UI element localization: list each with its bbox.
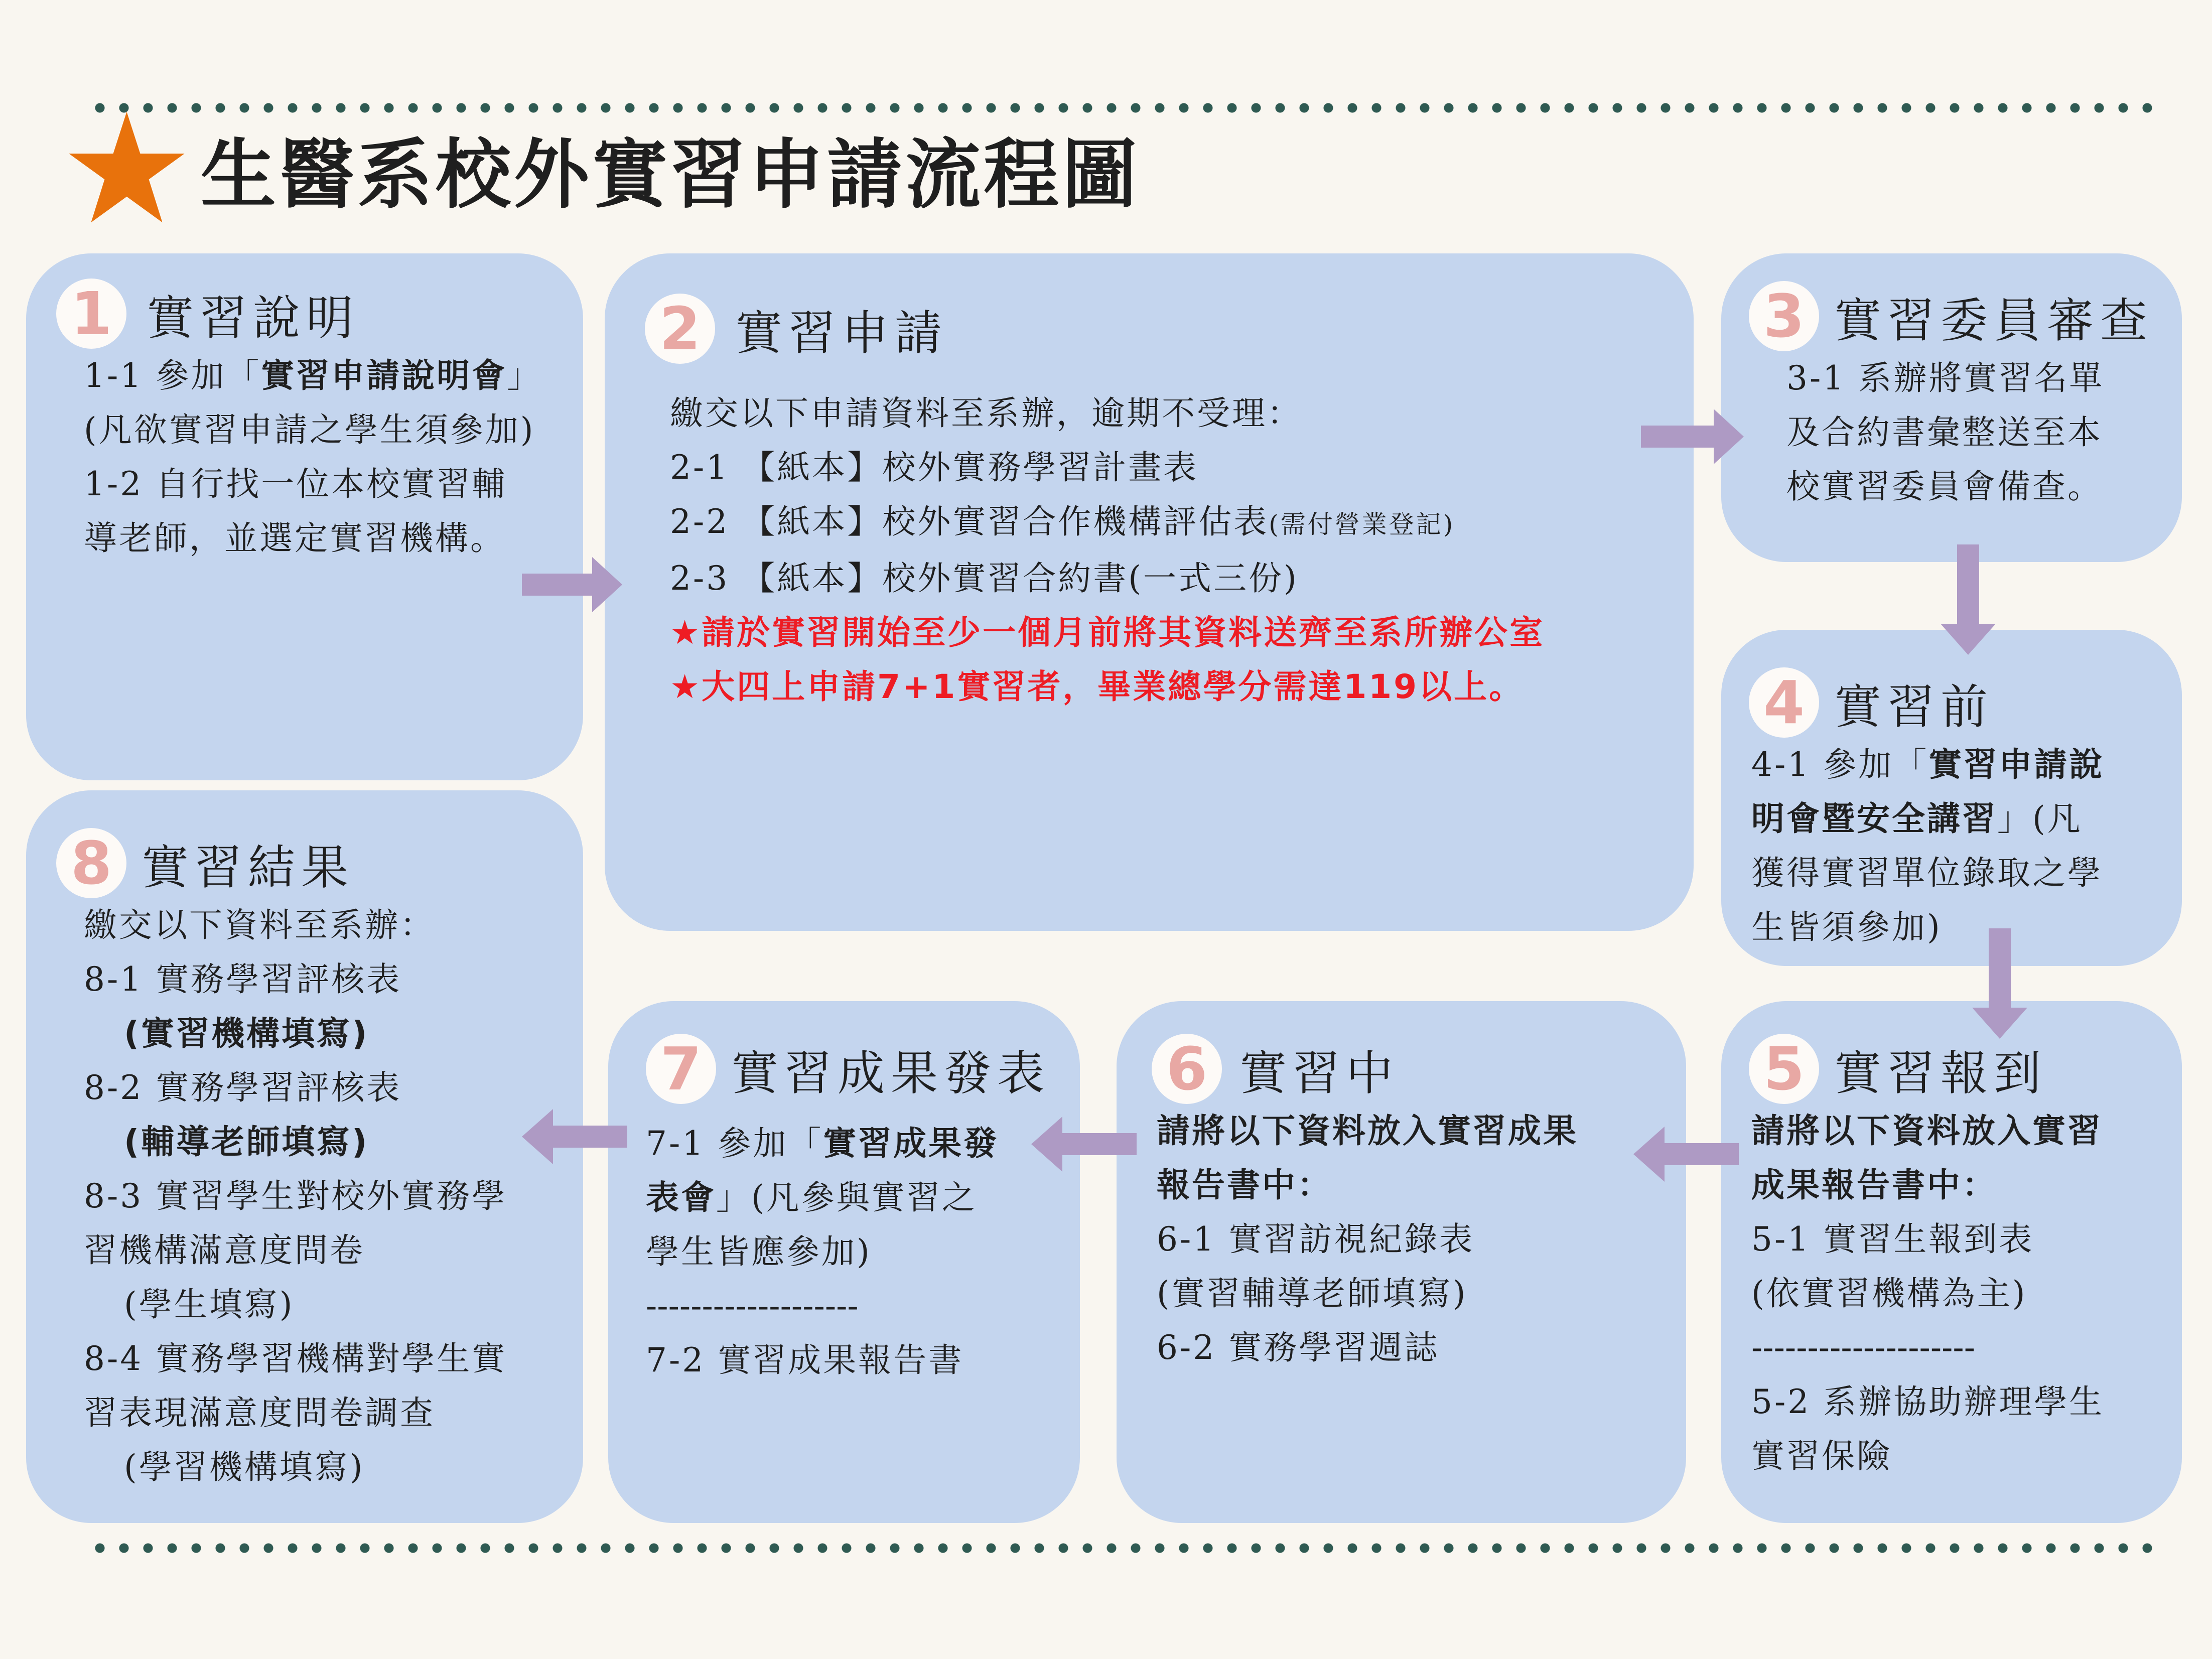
step-1-box bbox=[26, 253, 583, 780]
step-title: 實習申請 bbox=[735, 306, 948, 361]
arrow-step4-to-step5 bbox=[1970, 928, 2030, 1039]
step-7-box bbox=[608, 1001, 1080, 1523]
step-4-box bbox=[1721, 630, 2182, 966]
arrow-step7-to-step8 bbox=[522, 1107, 627, 1167]
step-number: 4 bbox=[1749, 667, 1819, 738]
step-6-content: 請將以下資料放入實習成果 報告書中： 6-1 實習訪視紀錄表 (實習輔導老師填寫) 6-2 實務學習週誌 bbox=[1157, 1112, 1578, 1367]
step-number: 1 bbox=[56, 279, 126, 349]
page-title: 生醫系校外實習申請流程圖 bbox=[201, 131, 1141, 219]
step-5-content: 請將以下資料放入實習 成果報告書中： 5-1 實習生報到表 (依實習機構為主) -------------------- 5-2 系辦協助辦理學生 實習保險 bbox=[1751, 1112, 2105, 1475]
step-8-box bbox=[26, 790, 583, 1523]
step-1-content: 1-1 參加「實習申請說明會」 (凡欲實習申請之學生須參加) 1-2 自行找一位本校實習輔 導老師，並選定實習機構。 bbox=[84, 356, 542, 558]
step-title: 實習報到 bbox=[1834, 1046, 2047, 1101]
step-title: 實習委員審查 bbox=[1834, 293, 2154, 348]
step-2-content: 繳交以下申請資料至系辦，逾期不受理： 2-1 【紙本】校外實務學習計畫表 2-2 【紙本】校外實習合作機構評估表(需付營業登記) 2-3 【紙本】校外實習合約書(一式三份) ★請於實習開始至少一個月前將其資料送齊至系所辦公室 ★大四上申請7+1實習者，畢業總學分需達119以上。 bbox=[670, 386, 1694, 714]
step-3-box bbox=[1721, 253, 2182, 562]
step-5-box bbox=[1721, 1001, 2182, 1523]
arrow-step5-to-step6 bbox=[1633, 1124, 1739, 1184]
arrow-step6-to-step7 bbox=[1031, 1114, 1137, 1174]
bottom-dotted-divider bbox=[88, 1543, 2155, 1553]
arrow-step1-to-step2 bbox=[522, 555, 622, 615]
step-title: 實習中 bbox=[1239, 1046, 1400, 1101]
step-number: 3 bbox=[1749, 281, 1819, 351]
step-8-content: 繳交以下資料至系辦： 8-1 實務學習評核表 (實習機構填寫) 8-2 實務學習評核表 (輔導老師填寫) 8-3 實習學生對校外實務學 習機構滿意度問卷 (學生填寫) 8-4 實務學習機構對學生實 習表現滿意度問卷調查 (學習機構填寫) bbox=[84, 906, 507, 1486]
warning-1: ★請於實習開始至少一個月前將其資料送齊至系所辦公室 bbox=[670, 613, 1545, 652]
step-number: 7 bbox=[646, 1034, 716, 1104]
step-number: 2 bbox=[645, 294, 715, 364]
step-2-box bbox=[605, 253, 1694, 931]
star-icon bbox=[65, 107, 188, 230]
warning-2: ★大四上申請7+1實習者，畢業總學分需達119以上。 bbox=[670, 667, 1525, 706]
step-title: 實習成果發表 bbox=[731, 1046, 1051, 1101]
step-4-content: 4-1 參加「實習申請說 明會暨安全講習」(凡 獲得實習單位錄取之學 生皆須參加) bbox=[1751, 745, 2105, 946]
step-7-content: 7-1 參加「實習成果發 表會」(凡參與實習之 學生皆應參加) ------------------- 7-2 實習成果報告書 bbox=[646, 1124, 999, 1379]
step-number: 6 bbox=[1152, 1034, 1222, 1104]
header bbox=[65, 108, 1140, 228]
step-title: 實習說明 bbox=[147, 291, 360, 346]
step-6-box bbox=[1117, 1001, 1686, 1523]
step-title: 實習前 bbox=[1834, 679, 1994, 735]
step-number: 5 bbox=[1749, 1034, 1819, 1104]
step-3-content: 3-1 系辦將實習名單 及合約書彙整送至本 校實習委員會備查。 bbox=[1786, 359, 2105, 506]
arrow-step2-to-step3 bbox=[1641, 406, 1744, 467]
step-title: 實習結果 bbox=[142, 840, 355, 895]
arrow-step3-to-step4 bbox=[1938, 544, 1998, 655]
step-number: 8 bbox=[56, 828, 126, 898]
